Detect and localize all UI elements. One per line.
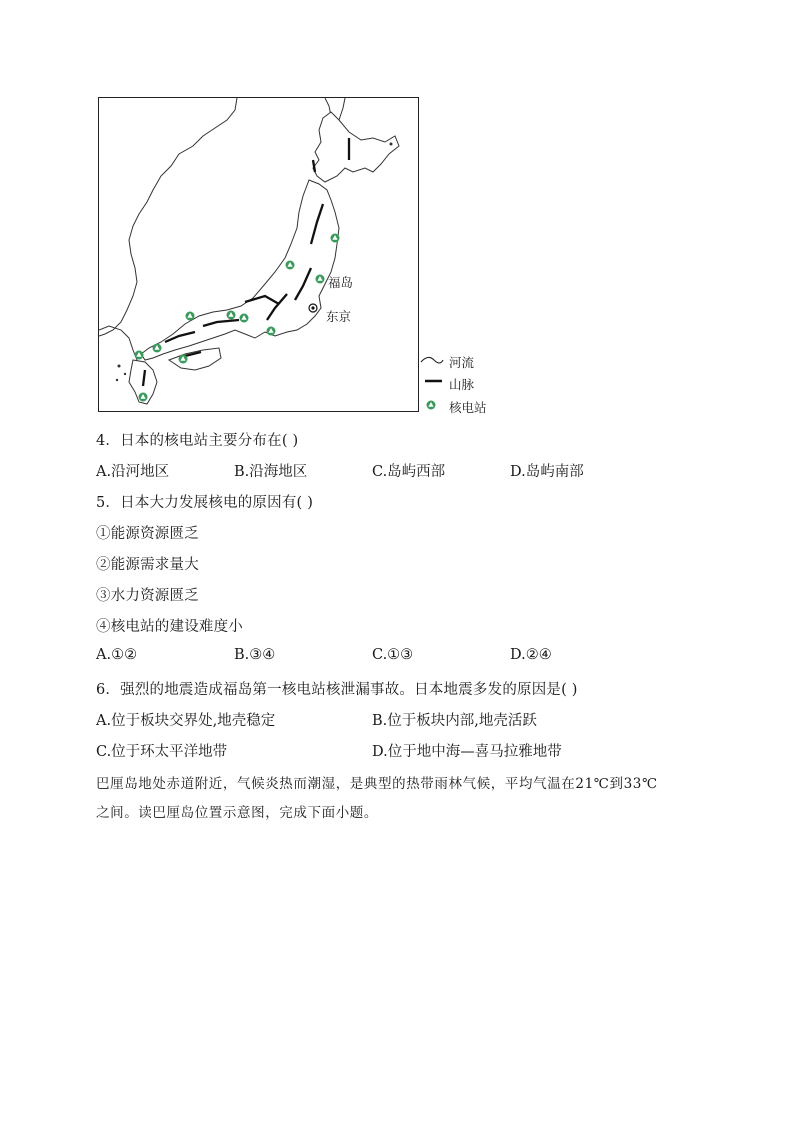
question-6-option-d[interactable]: D.位于地中海—喜马拉雅地带 <box>372 744 562 760</box>
mountain-range <box>313 160 315 172</box>
nuclear-plant-icon <box>316 275 325 284</box>
hokkaido-island <box>313 112 399 182</box>
capital-icon <box>309 304 317 312</box>
mainland-coastline <box>99 98 237 336</box>
question-5-statement-4: ④核电站的建设难度小 <box>96 619 243 635</box>
islet <box>390 143 393 146</box>
nuclear-plant-icon <box>135 351 144 360</box>
tokyo-label: 东京 <box>326 309 352 324</box>
question-6-stem: 6．强烈的地震造成福岛第一核电站核泄漏事故。日本地震多发的原因是( ) <box>96 682 578 698</box>
question-5-statement-2: ②能源需求量大 <box>96 557 199 573</box>
japan-map-drawing <box>99 98 418 411</box>
question-4-option-c[interactable]: C.岛屿西部 <box>372 464 446 480</box>
legend-plant-label: 核电站 <box>449 400 487 415</box>
question-5-statement-3: ③水力资源匮乏 <box>96 588 199 604</box>
mountain-range-icon <box>424 376 444 386</box>
question-6-option-b[interactable]: B.位于板块内部,地壳活跃 <box>372 713 537 729</box>
question-4-stem: 4．日本的核电站主要分布在( ) <box>96 433 299 449</box>
islet <box>124 373 126 375</box>
river-icon <box>420 354 444 368</box>
nuclear-plant-icon <box>179 355 188 364</box>
question-4-option-d[interactable]: D.岛屿南部 <box>510 464 584 480</box>
legend-river-label: 河流 <box>449 355 475 370</box>
nuclear-plant-icon <box>139 393 148 402</box>
fukushima-label: 福岛 <box>328 275 354 290</box>
islet <box>118 365 121 368</box>
question-5-option-d[interactable]: D.②④ <box>510 647 552 663</box>
nuclear-plant-icon <box>186 312 195 321</box>
islet <box>116 379 118 381</box>
nuclear-plant-icon <box>227 311 236 320</box>
question-4-option-a[interactable]: A.沿河地区 <box>96 464 170 480</box>
japan-map <box>98 97 419 412</box>
shikoku-island <box>169 348 221 370</box>
passage-line-2: 之间。读巴厘岛位置示意图，完成下面小题。 <box>96 805 378 821</box>
legend-mountain-label: 山脉 <box>449 377 475 392</box>
question-6-option-c[interactable]: C.位于环太平洋地带 <box>96 744 228 760</box>
question-5-option-a[interactable]: A.①② <box>96 647 138 663</box>
question-5-option-b[interactable]: B.③④ <box>234 647 276 663</box>
nuclear-plant-icon <box>153 344 162 353</box>
nuclear-plant-icon <box>267 327 276 336</box>
nuclear-plant-icon <box>425 399 437 411</box>
nuclear-plant-icon <box>331 234 340 243</box>
question-5-stem: 5．日本大力发展核电的原因有( ) <box>96 495 314 511</box>
question-5-statement-1: ①能源资源匮乏 <box>96 526 199 542</box>
passage-line-1: 巴厘岛地处赤道附近，气候炎热而潮湿，是典型的热带雨林气候，平均气温在21℃到33℃ <box>96 776 658 792</box>
nuclear-plant-icon <box>240 314 249 323</box>
question-6-option-a[interactable]: A.位于板块交界处,地壳稳定 <box>96 713 276 729</box>
question-4-option-b[interactable]: B.沿海地区 <box>234 464 308 480</box>
question-5-option-c[interactable]: C.①③ <box>372 647 414 663</box>
nuclear-plant-icon <box>286 261 295 270</box>
